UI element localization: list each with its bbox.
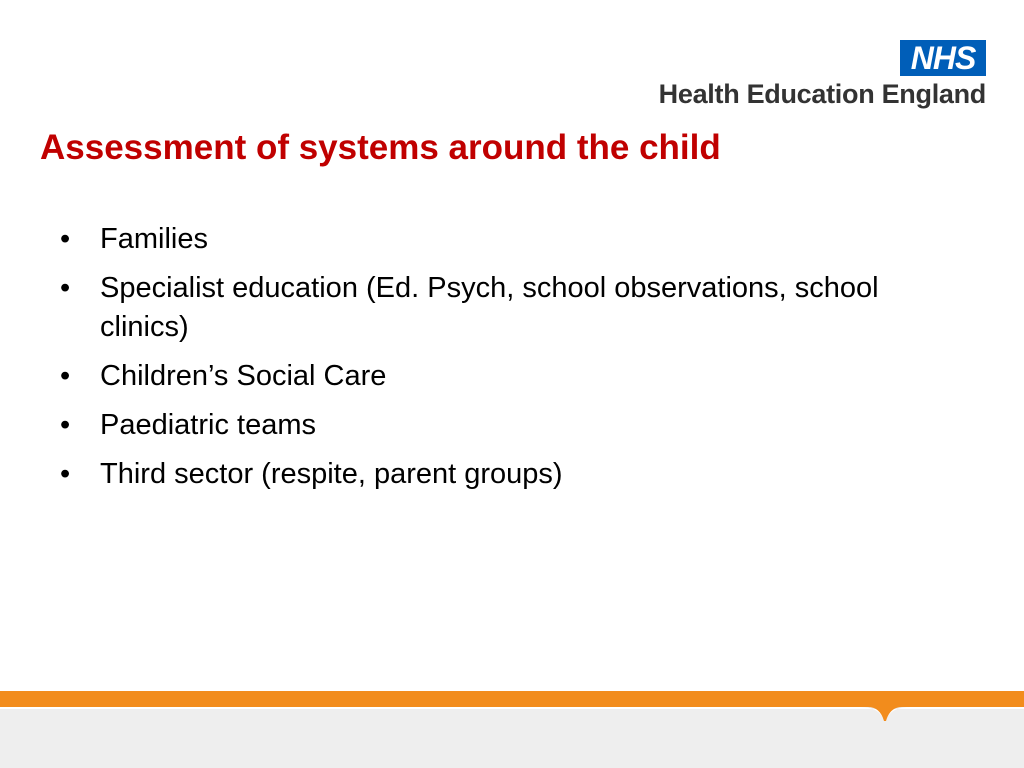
- footer-panel: [0, 707, 1024, 768]
- organization-name: Health Education England: [658, 79, 986, 109]
- bullet-icon: •: [60, 272, 71, 304]
- nhs-logo-mark: NHS: [900, 40, 986, 76]
- bullet-text: Children’s Social Care: [100, 360, 387, 392]
- footer-notch-shape: [0, 707, 1024, 737]
- bullet-item: [60, 220, 960, 259]
- bullet-text: Third sector (respite, parent groups): [100, 458, 563, 490]
- bullet-text: Specialist education (Ed. Psych, school observations, school clinics): [100, 272, 879, 343]
- bullet-icon: •: [60, 223, 71, 255]
- bullet-item: [60, 269, 960, 347]
- bullet-text: Families: [100, 223, 208, 255]
- bullet-icon: •: [60, 458, 71, 490]
- nhs-hee-logo: [636, 40, 986, 112]
- footer-accent-bar: [0, 691, 1024, 707]
- bullet-text: Paediatric teams: [100, 409, 316, 441]
- bullet-icon: •: [60, 360, 71, 392]
- bullet-item: [60, 357, 960, 396]
- bullet-item: [60, 455, 960, 494]
- slide-title: Assessment of systems around the child: [40, 128, 721, 167]
- bullet-icon: •: [60, 409, 71, 441]
- bullet-item: [60, 406, 960, 445]
- bullet-list: [60, 220, 960, 504]
